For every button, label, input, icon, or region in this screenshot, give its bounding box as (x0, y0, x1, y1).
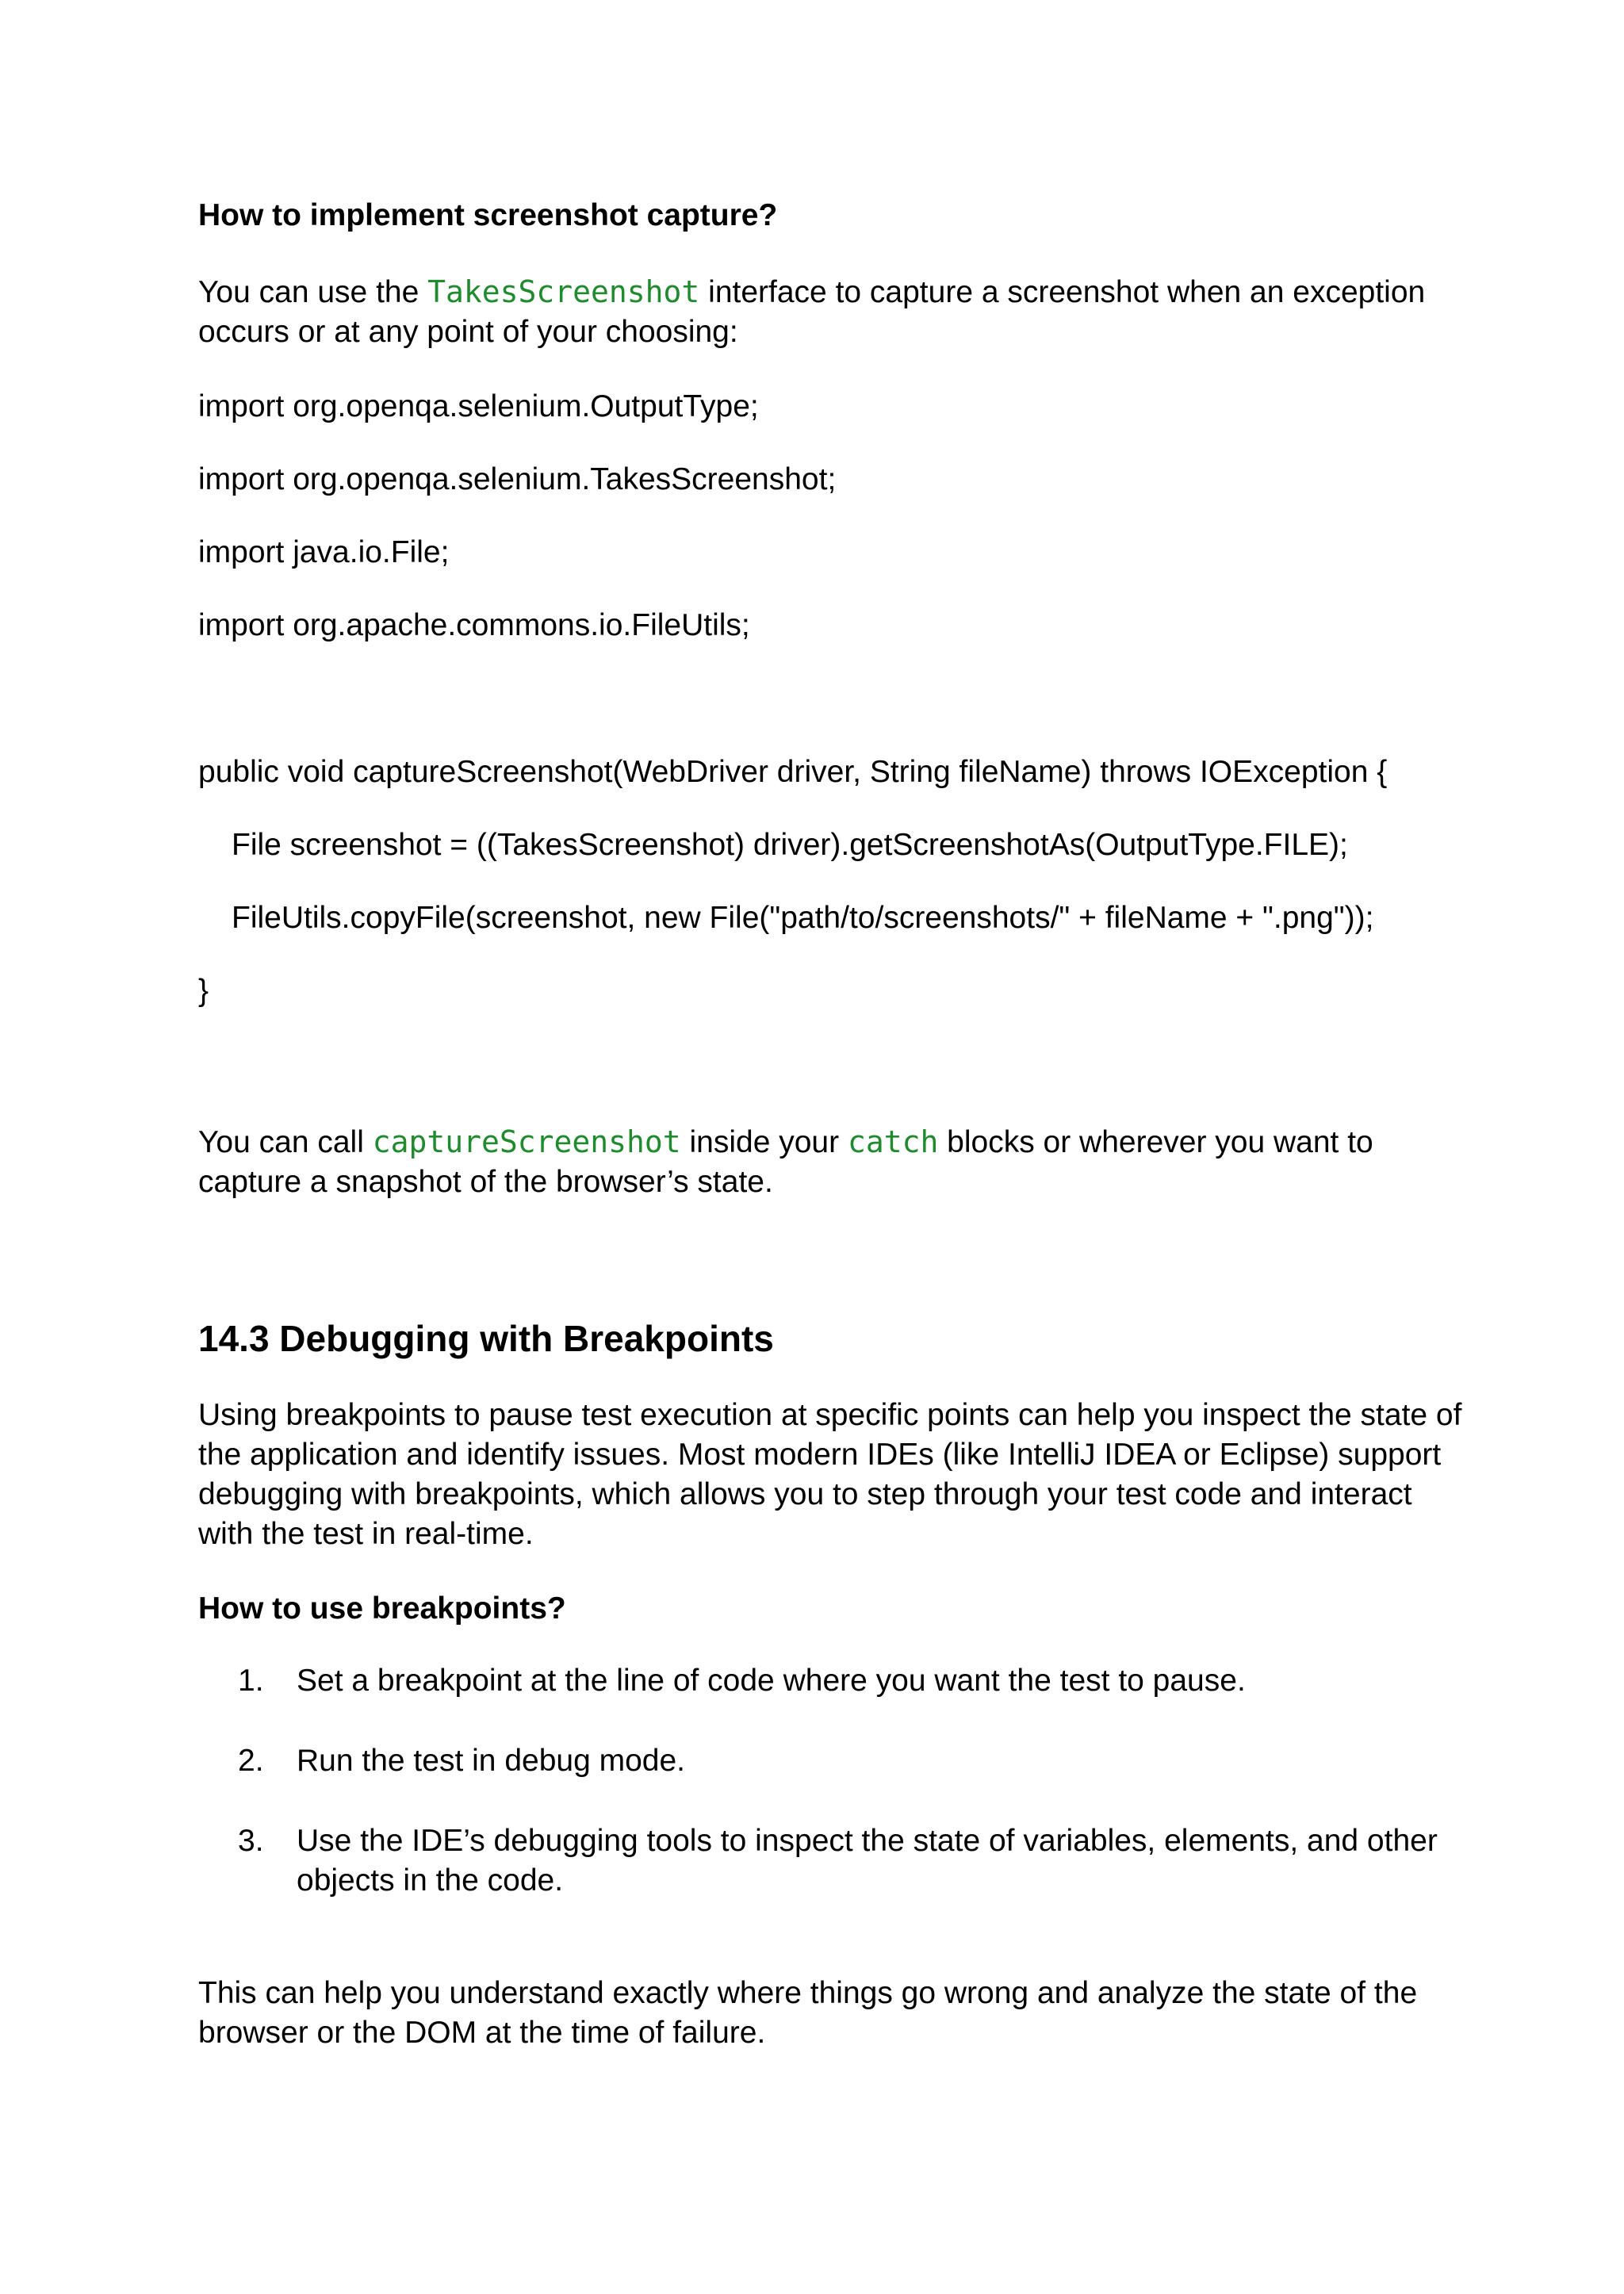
list-item-number: 1. (238, 1664, 264, 1698)
list-item-text: Set a breakpoint at the line of code where you want the test to pause. (297, 1664, 1246, 1698)
list-item-text-continued: objects in the code. (297, 1863, 564, 1898)
intro-paragraph-line2: occurs or at any point of your choosing: (198, 315, 738, 349)
breakpoints-paragraph-line1: Using breakpoints to pause test execution at specific points can help you inspect the state of (198, 1398, 1462, 1432)
code-line-method-signature: public void captureScreenshot(WebDriver driver, String fileName) throws IOException { (198, 755, 1388, 789)
code-line-import-file: import java.io.File; (198, 535, 450, 569)
intro-paragraph-line1 (198, 272, 1425, 312)
inline-code-capturescreenshot: captureScreenshot (372, 1124, 681, 1159)
inline-code-catch: catch (847, 1124, 939, 1159)
intro-text-after: interface to capture a screenshot when an exception (699, 275, 1426, 309)
closing-paragraph-line2: browser or the DOM at the time of failure. (198, 2016, 766, 2050)
list-item-text: Run the test in debug mode. (297, 1744, 685, 1778)
closing-paragraph-line1: This can help you understand exactly where things go wrong and analyze the state of the (198, 1976, 1418, 2010)
code-line-closing-brace: } (198, 974, 209, 1008)
code-line-copy-file: FileUtils.copyFile(screenshot, new File("path/to/screenshots/" + fileName + ".png")); (232, 901, 1374, 935)
code-line-import-takesscreenshot: import org.openqa.selenium.TakesScreenshot; (198, 462, 837, 496)
code-line-get-screenshot: File screenshot = ((TakesScreenshot) driver).getScreenshotAs(OutputType.FILE); (232, 828, 1348, 862)
subheading-how-to-use-breakpoints: How to use breakpoints? (198, 1591, 566, 1626)
code-line-import-outputtype: import org.openqa.selenium.OutputType; (198, 389, 759, 423)
call-note-text3: blocks or wherever you want to (938, 1125, 1373, 1159)
breakpoints-paragraph-line2: the application and identify issues. Most modern IDEs (like IntelliJ IDEA or Eclipse) support (198, 1438, 1442, 1472)
call-note-text2: inside your (680, 1125, 848, 1159)
code-line-import-fileutils: import org.apache.commons.io.FileUtils; (198, 608, 750, 642)
inline-code-takesscreenshot: TakesScreenshot (427, 274, 700, 309)
call-note-line1 (198, 1122, 1373, 1162)
section-heading-screenshot: How to implement screenshot capture? (198, 198, 778, 232)
intro-text-before: You can use the (198, 275, 428, 309)
breakpoints-paragraph-line4: with the test in real-time. (198, 1517, 534, 1551)
breakpoints-paragraph-line3: debugging with breakpoints, which allows you to step through your test code and interact (198, 1477, 1412, 1511)
section-title-debugging: 14.3 Debugging with Breakpoints (198, 1318, 774, 1359)
list-item-number: 2. (238, 1744, 264, 1778)
list-item-text: Use the IDE’s debugging tools to inspect the state of variables, elements, and other (297, 1824, 1438, 1858)
list-item-number: 3. (238, 1824, 264, 1858)
call-note-line2: capture a snapshot of the browser’s state. (198, 1165, 773, 1199)
call-note-text1: You can call (198, 1125, 373, 1159)
